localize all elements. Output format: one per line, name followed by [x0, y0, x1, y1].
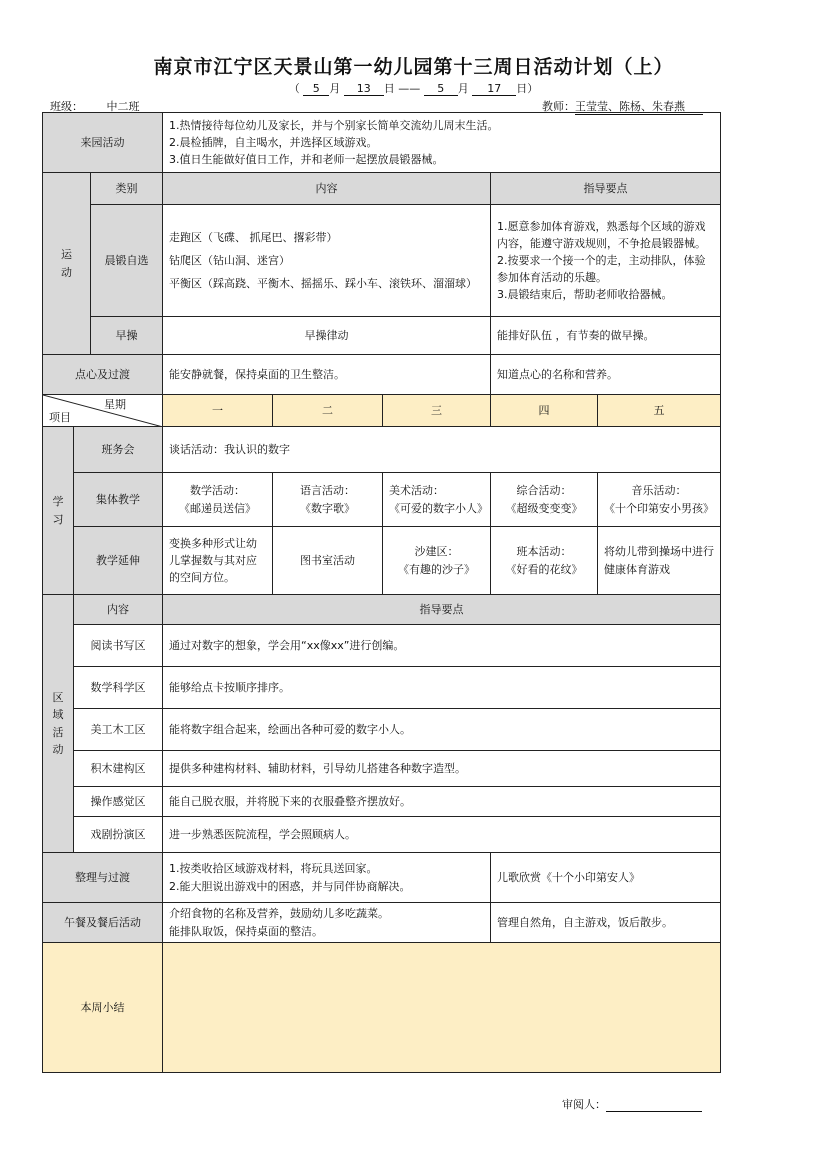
extension-wed: 沙建区： 《有趣的沙子》	[383, 527, 491, 595]
morning-exercise-point: 3.晨锻结束后，帮助老师收拾器械。	[497, 288, 673, 302]
morning-exercise-points	[491, 205, 721, 317]
day-tue: 二	[273, 395, 383, 427]
lunch-row	[43, 903, 721, 943]
summary-content[interactable]	[163, 943, 721, 1073]
day-fri: 五	[598, 395, 721, 427]
area-point: 进一步熟悉医院流程，学会照顾病人。	[163, 817, 721, 853]
reviewer-label: 审阅人：	[562, 1098, 606, 1111]
arrival-row	[43, 113, 721, 173]
area-row	[43, 667, 721, 709]
end-day: 17	[472, 82, 516, 96]
tidy-item: 1.按类收拾区域游戏材料，将玩具送回家。	[169, 862, 378, 876]
learning-label: 学 习	[43, 427, 74, 595]
snack-row	[43, 355, 721, 395]
areas-header-row	[43, 595, 721, 625]
end-month: 5	[424, 82, 458, 96]
tidy-left	[163, 853, 491, 903]
date-range	[0, 80, 827, 96]
area-name: 数学科学区	[74, 667, 163, 709]
class-meeting-content: 谈话活动：我认识的数字	[163, 427, 721, 473]
morning-drill-label: 早操	[91, 317, 163, 355]
start-day: 13	[344, 82, 384, 96]
arrival-label: 来园活动	[43, 113, 163, 173]
lunch-label: 午餐及餐后活动	[43, 903, 163, 943]
month-char: 月	[329, 82, 341, 95]
group-teaching-tue: 语言活动： 《数字歌》	[273, 473, 383, 527]
item-label: 项目	[49, 410, 71, 424]
day-char: 日	[383, 82, 395, 95]
teacher-label: 教师：	[542, 100, 575, 113]
class-meeting-row	[43, 427, 721, 473]
extension-fri: 将幼儿带到操场中进行健康体育游戏	[598, 527, 721, 595]
group-teaching-thu: 综合活动： 《超级变变变》	[491, 473, 598, 527]
sports-label: 运 动	[43, 173, 91, 355]
arrival-content	[163, 113, 721, 173]
sports-header-row	[43, 173, 721, 205]
group-teaching-label: 集体教学	[74, 473, 163, 527]
reviewer-signature-line[interactable]	[606, 1098, 702, 1112]
start-month: 5	[303, 82, 329, 96]
areas-col-content: 内容	[74, 595, 163, 625]
extension-thu: 班本活动： 《好看的花纹》	[491, 527, 598, 595]
lunch-right: 管理自然角，自主游戏，饭后散步。	[491, 903, 721, 943]
snack-points: 知道点心的名称和营养。	[491, 355, 721, 395]
day-wed: 三	[383, 395, 491, 427]
week-header-diag	[43, 395, 163, 427]
group-teaching-wed: 美术活动： 《可爱的数字小人》	[383, 473, 491, 527]
area-row	[43, 787, 721, 817]
tidy-label: 整理与过渡	[43, 853, 163, 903]
morning-exercise-item: 走跑区（飞碟、 抓尾巴、撂彩带）	[169, 230, 338, 244]
day-thu: 四	[491, 395, 598, 427]
snack-label: 点心及过渡	[43, 355, 163, 395]
summary-label: 本周小结	[43, 943, 163, 1073]
extension-row	[43, 527, 721, 595]
lunch-item: 介绍食物的名称及营养，鼓励幼儿多吃蔬菜。	[169, 907, 389, 921]
area-point: 提供多种建构材料、辅助材料，引导幼儿搭建各种数字造型。	[163, 751, 721, 787]
morning-exercise-row	[43, 205, 721, 317]
lunch-left	[163, 903, 491, 943]
extension-tue: 图书室活动	[273, 527, 383, 595]
extension-label: 教学延伸	[74, 527, 163, 595]
class-meeting-label: 班务会	[74, 427, 163, 473]
date-close-paren: ）	[527, 82, 539, 95]
arrival-item: 2.晨检插牌，自主喝水，并选择区域游戏。	[169, 135, 378, 149]
day-char-2: 日	[516, 82, 528, 95]
date-dash: ——	[398, 82, 421, 95]
group-teaching-row	[43, 473, 721, 527]
week-header-row	[43, 395, 721, 427]
sports-col-content: 内容	[163, 173, 491, 205]
lunch-item: 能排队取饭，保持桌面的整洁。	[169, 924, 323, 938]
area-point: 能够给点卡按顺序排序。	[163, 667, 721, 709]
arrival-item: 1.热情接待每位幼儿及家长，并与个别家长简单交流幼儿周末生活。	[169, 118, 499, 132]
tidy-row	[43, 853, 721, 903]
sports-col-points: 指导要点	[491, 173, 721, 205]
class-value: 中二班	[83, 98, 163, 115]
area-point: 通过对数字的想象，学会用“xx像xx”进行创编。	[163, 625, 721, 667]
summary-row	[43, 943, 721, 1073]
extension-mon: 变换多种形式让幼儿掌握数与其对应的空间方位。	[163, 527, 273, 595]
areas-label: 区 域 活 动	[43, 595, 74, 853]
area-point: 能将数字组合起来，绘画出各种可爱的数字小人。	[163, 709, 721, 751]
reviewer	[562, 1096, 702, 1112]
area-name: 阅读书写区	[74, 625, 163, 667]
area-row	[43, 751, 721, 787]
activity-plan-table	[42, 112, 721, 1073]
morning-exercise-item: 平衡区（踩高跷、平衡木、摇摇乐、踩小车、滚铁环、溜溜球）	[169, 277, 477, 291]
morning-exercise-content	[163, 205, 491, 317]
area-row	[43, 625, 721, 667]
day-mon: 一	[163, 395, 273, 427]
tidy-right: 儿歌欣赏《十个小印第安人》	[491, 853, 721, 903]
class-label: 班级：	[50, 100, 83, 113]
area-row	[43, 709, 721, 751]
morning-exercise-point: 2.按要求一个接一个的走，主动排队，体验参加体育活动的乐趣。	[497, 253, 706, 285]
area-name: 操作感觉区	[74, 787, 163, 817]
area-point: 能自己脱衣服，并将脱下来的衣服叠整齐摆放好。	[163, 787, 721, 817]
month-char-2: 月	[457, 82, 469, 95]
weekday-label: 星期	[104, 398, 126, 411]
group-teaching-mon: 数学活动： 《邮递员送信》	[163, 473, 273, 527]
area-name: 积木建构区	[74, 751, 163, 787]
teacher-value: 王莹莹、陈杨、朱春燕	[575, 98, 703, 115]
area-name: 美工木工区	[74, 709, 163, 751]
snack-content: 能安静就餐，保持桌面的卫生整洁。	[163, 355, 491, 395]
morning-exercise-point: 1.愿意参加体育游戏，熟悉每个区域的游戏内容，能遵守游戏规则，不争抢晨锻器械。	[497, 219, 706, 250]
morning-exercise-label: 晨锻自选	[91, 205, 163, 317]
morning-drill-points: 能排好队伍 ，有节奏的做早操。	[491, 317, 721, 355]
arrival-item: 3.值日生能做好值日工作，并和老师一起摆放晨锻器械。	[169, 153, 444, 167]
morning-exercise-item: 钻爬区（钻山洞、迷宫）	[169, 253, 290, 267]
areas-col-points: 指导要点	[163, 595, 721, 625]
group-teaching-fri: 音乐活动： 《十个印第安小男孩》	[598, 473, 721, 527]
area-row	[43, 817, 721, 853]
area-name: 戏剧扮演区	[74, 817, 163, 853]
tidy-item: 2.能大胆说出游戏中的困惑，并与同伴协商解决。	[169, 879, 411, 893]
page-title: 南京市江宁区天景山第一幼儿园第十三周日活动计划（上）	[153, 56, 674, 78]
date-open-paren: （	[288, 82, 300, 95]
sports-col-type: 类别	[91, 173, 163, 205]
morning-drill-row	[43, 317, 721, 355]
morning-drill-content: 早操律动	[163, 317, 491, 355]
